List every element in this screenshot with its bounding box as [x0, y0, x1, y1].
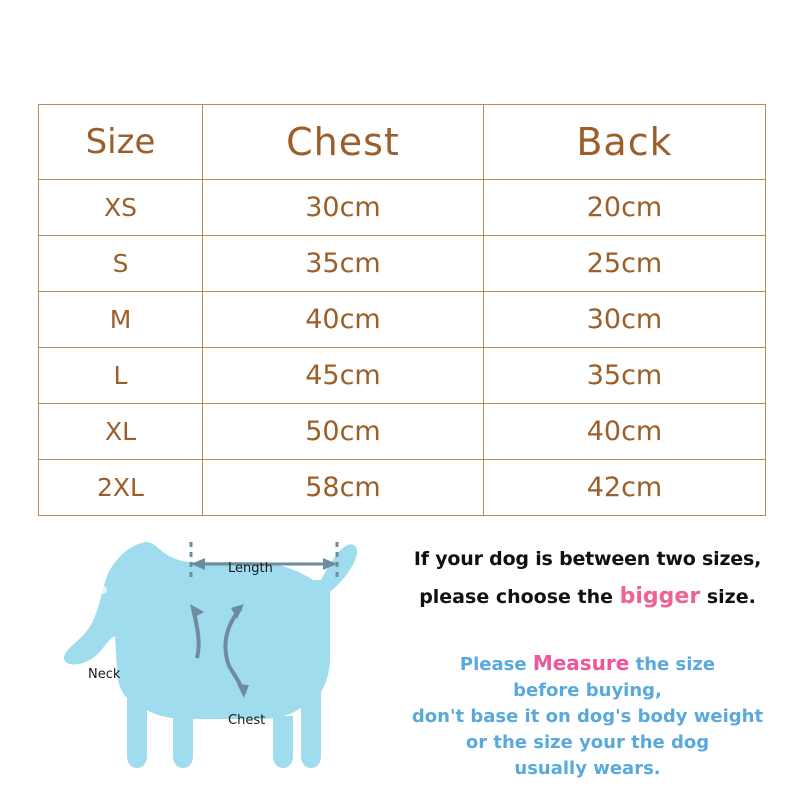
note-emphasis-measure: Measure	[532, 651, 630, 675]
cell-chest: 30cm	[203, 180, 484, 236]
notes-block	[385, 548, 790, 782]
cell-back: 25cm	[484, 236, 766, 292]
cell-chest: 50cm	[203, 404, 484, 460]
table-row	[39, 180, 766, 236]
column-header-size: Size	[39, 105, 203, 180]
table-row	[39, 292, 766, 348]
cell-chest: 40cm	[203, 292, 484, 348]
cell-back: 42cm	[484, 460, 766, 516]
measurement-guide-section	[0, 520, 800, 800]
note-emphasis-bigger: bigger	[619, 584, 701, 609]
table-row	[39, 404, 766, 460]
cell-size: XL	[39, 404, 203, 460]
neck-label: Neck	[88, 667, 121, 682]
cell-size: M	[39, 292, 203, 348]
measure-line-3: don't base it on dog's body weight	[411, 706, 764, 728]
measure-line-5: usually wears.	[514, 758, 661, 780]
dog-illustration	[45, 520, 385, 795]
cell-chest: 35cm	[203, 236, 484, 292]
table-header	[39, 105, 766, 180]
measure-line-4: or the size your the dog	[465, 732, 710, 754]
cell-size: S	[39, 236, 203, 292]
cell-back: 40cm	[484, 404, 766, 460]
measure-line-1	[385, 649, 790, 678]
column-header-back: Back	[484, 105, 766, 180]
note-line-1: If your dog is between two sizes,	[413, 548, 762, 570]
table-header-row	[39, 105, 766, 180]
cell-size: 2XL	[39, 460, 203, 516]
dog-silhouette-icon	[45, 520, 385, 795]
cell-chest: 58cm	[203, 460, 484, 516]
table-row	[39, 460, 766, 516]
measure-line-1-before: Please	[459, 654, 533, 675]
table-body	[39, 180, 766, 516]
table-row	[39, 348, 766, 404]
cell-back: 20cm	[484, 180, 766, 236]
cell-back: 35cm	[484, 348, 766, 404]
cell-size: XS	[39, 180, 203, 236]
measure-line-1-after: the size	[629, 654, 716, 675]
chest-label: Chest	[228, 713, 266, 728]
length-label: Length	[228, 561, 273, 576]
cell-chest: 45cm	[203, 348, 484, 404]
measure-instructions	[385, 649, 790, 782]
size-chart-table	[38, 104, 766, 516]
table-row	[39, 236, 766, 292]
cell-size: L	[39, 348, 203, 404]
measure-line-2: before buying,	[513, 680, 662, 702]
note-line-2-before: please choose the	[419, 586, 620, 608]
note-line-2	[385, 584, 790, 609]
note-line-2-after: size.	[700, 586, 756, 608]
cell-back: 30cm	[484, 292, 766, 348]
column-header-chest: Chest	[203, 105, 484, 180]
